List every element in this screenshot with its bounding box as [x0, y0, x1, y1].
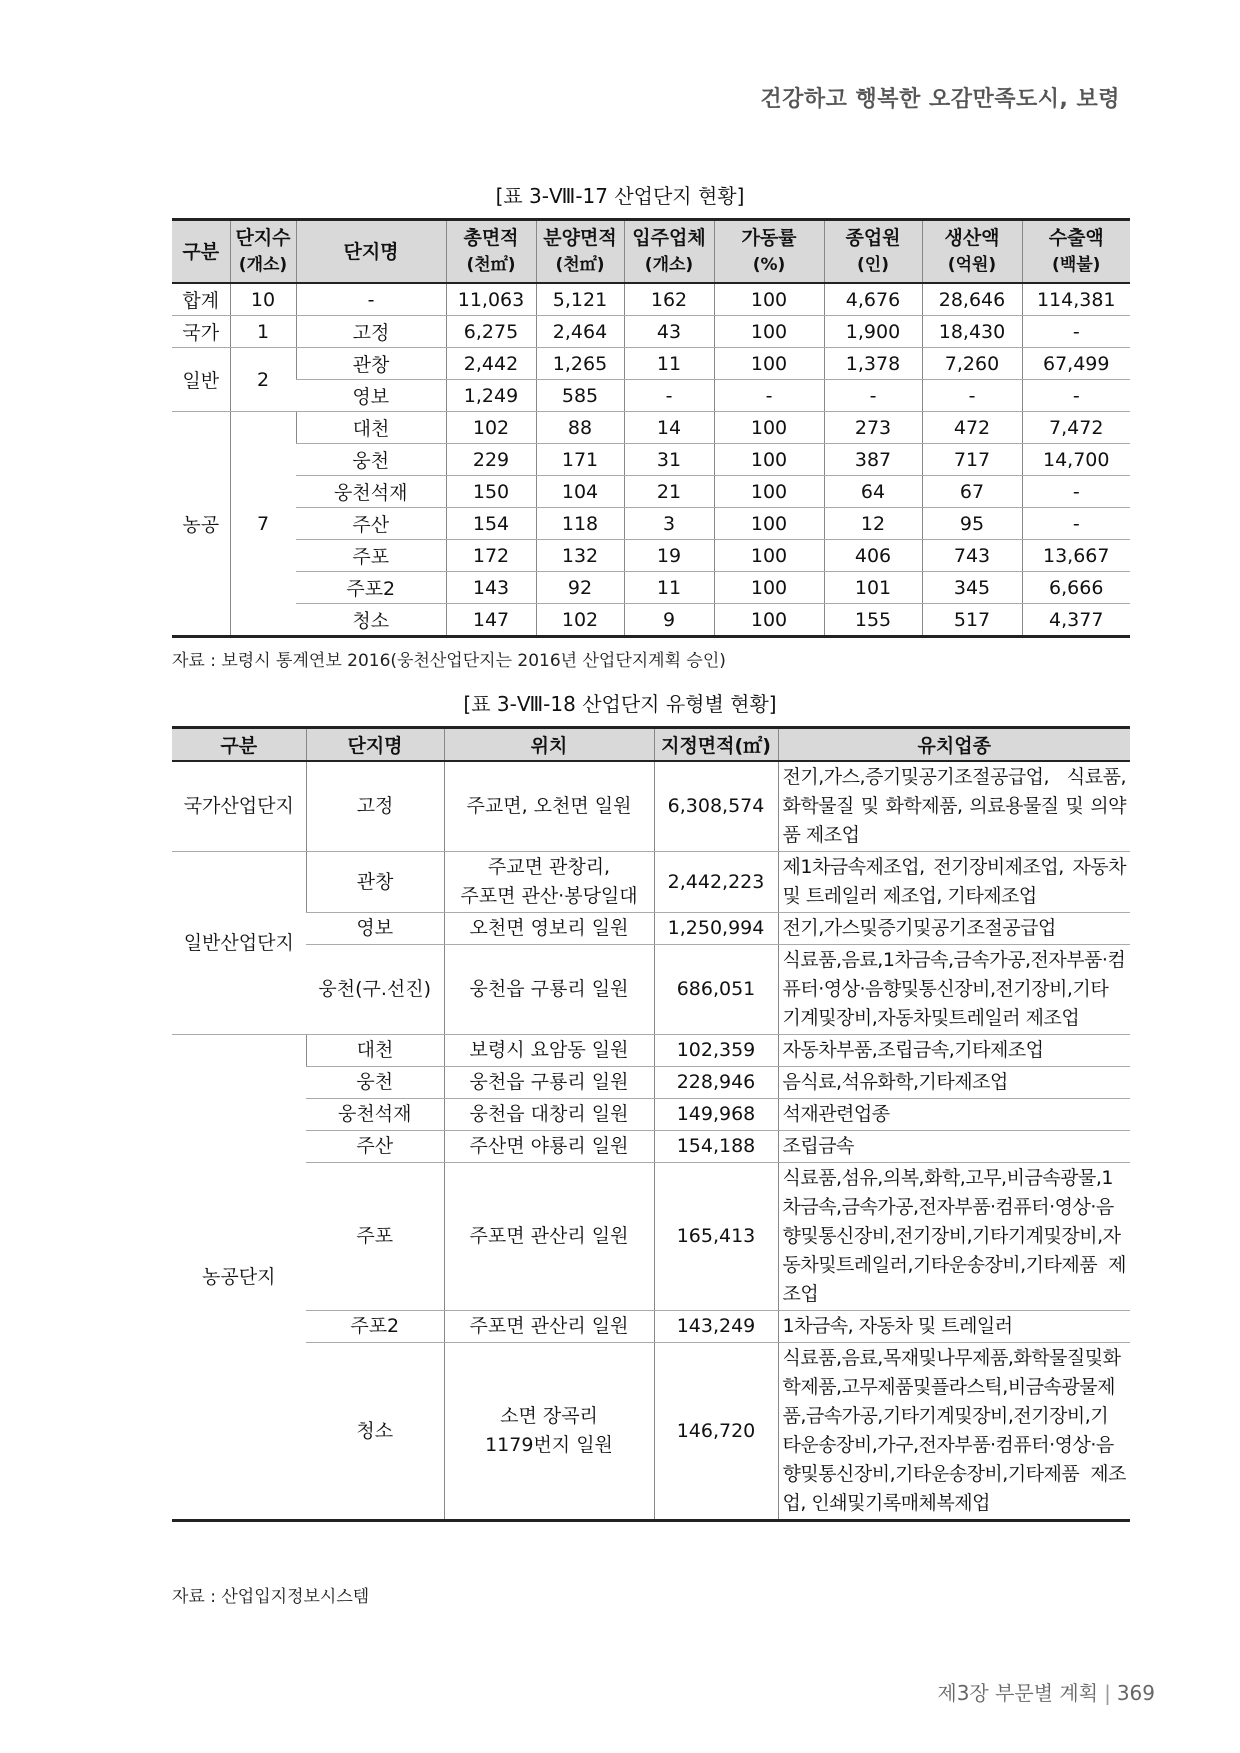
header-area: 총면적 (천㎡): [446, 220, 536, 284]
cell-tenants: -: [624, 380, 714, 412]
cell-sale: 5,121: [536, 283, 624, 316]
cell-industry: 제1차금속제조업, 전기장비제조업, 자동차 및 트레일러 제조업, 기타제조업: [778, 852, 1130, 913]
cell-area: 102: [446, 412, 536, 444]
cell-area: 146,720: [654, 1343, 778, 1521]
cell-workers: 1,378: [824, 348, 922, 380]
cell-name: 고정: [296, 316, 446, 348]
cell-name: 웅천석재: [306, 1099, 444, 1131]
cell-prod: 7,260: [922, 348, 1022, 380]
cell-name: 웅천(구.선진): [306, 945, 444, 1035]
cell-area: 1,250,994: [654, 913, 778, 945]
cell-workers: -: [824, 380, 922, 412]
cell-name: 주포: [306, 1163, 444, 1311]
cell-rate: 100: [714, 348, 824, 380]
group-label: 국가: [172, 316, 230, 348]
cell-sale: 585: [536, 380, 624, 412]
cell-rate: 100: [714, 508, 824, 540]
cell-workers: 273: [824, 412, 922, 444]
cell-workers: 155: [824, 604, 922, 637]
cell-industry: 자동차부품,조립금속,기타제조업: [778, 1035, 1130, 1067]
cell-workers: 1,900: [824, 316, 922, 348]
cell-export: 4,377: [1022, 604, 1130, 637]
table1-source: 자료 : 보령시 통계연보 2016(웅천산업단지는 2016년 산업단지계획 승인): [172, 651, 726, 671]
cell-sale: 118: [536, 508, 624, 540]
group-label: 일반: [172, 348, 230, 412]
table-row: [172, 1099, 1130, 1131]
cell-workers: 4,676: [824, 283, 922, 316]
cell-area: 228,946: [654, 1067, 778, 1099]
table-row: [172, 380, 1130, 412]
cell-location: 보령시 요암동 일원: [444, 1035, 654, 1067]
cell-location: 주산면 야룡리 일원: [444, 1131, 654, 1163]
cell-location: 주교면, 오천면 일원: [444, 761, 654, 852]
cell-name: 영보: [306, 913, 444, 945]
cell-name: 영보: [296, 380, 446, 412]
cell-area: 2,442,223: [654, 852, 778, 913]
table-row: [172, 412, 1130, 444]
group-label: 일반산업단지: [172, 852, 306, 1035]
cell-tenants: 9: [624, 604, 714, 637]
group-label: 농공단지: [172, 1035, 306, 1521]
cell-prod: 67: [922, 476, 1022, 508]
header-name: 단지명: [306, 728, 444, 762]
group-count: 1: [230, 316, 296, 348]
table2-source: 자료 : 산업입지정보시스템: [172, 1587, 370, 1607]
header-prod: 생산액 (억원): [922, 220, 1022, 284]
cell-prod: 95: [922, 508, 1022, 540]
cell-export: -: [1022, 508, 1130, 540]
cell-name: 대천: [296, 412, 446, 444]
cell-sale: 132: [536, 540, 624, 572]
cell-rate: 100: [714, 476, 824, 508]
cell-prod: 517: [922, 604, 1022, 637]
cell-area: 229: [446, 444, 536, 476]
group-count: 10: [230, 283, 296, 316]
table-row: [172, 1311, 1130, 1343]
header-gubun: 구분: [172, 728, 306, 762]
footer-chapter: 제3장 부문별 계획: [937, 1681, 1099, 1705]
table-row: [172, 540, 1130, 572]
table-row: [172, 476, 1130, 508]
cell-prod: 18,430: [922, 316, 1022, 348]
cell-export: -: [1022, 316, 1130, 348]
cell-name: 주포2: [306, 1311, 444, 1343]
cell-area: 149,968: [654, 1099, 778, 1131]
header-location: 위치: [444, 728, 654, 762]
cell-industry: 조립금속: [778, 1131, 1130, 1163]
cell-tenants: 19: [624, 540, 714, 572]
cell-tenants: 21: [624, 476, 714, 508]
cell-name: 관창: [306, 852, 444, 913]
cell-industry: 석재관련업종: [778, 1099, 1130, 1131]
cell-name: 주산: [306, 1131, 444, 1163]
cell-industry: 전기,가스및증기및공기조절공급업: [778, 913, 1130, 945]
cell-export: 14,700: [1022, 444, 1130, 476]
cell-export: 13,667: [1022, 540, 1130, 572]
cell-area: 143,249: [654, 1311, 778, 1343]
cell-export: 7,472: [1022, 412, 1130, 444]
table-row: [172, 1343, 1130, 1521]
table-row: [172, 348, 1130, 380]
cell-location: 소면 장곡리 1179번지 일원: [444, 1343, 654, 1521]
cell-industry: 음식료,석유화학,기타제조업: [778, 1067, 1130, 1099]
table-row: [172, 945, 1130, 1035]
header-workers: 종업원 (인): [824, 220, 922, 284]
header-sale: 분양면적 (천㎡): [536, 220, 624, 284]
running-header: 건강하고 행복한 오감만족도시, 보령: [760, 87, 1120, 112]
table-row: [172, 508, 1130, 540]
cell-name: 웅천: [306, 1067, 444, 1099]
cell-industry: 식료품,섬유,의복,화학,고무,비금속광물,1차금속,금속가공,전자부품·컴퓨터·영상·음향및통신장비,전기장비,기타기계및장비,자동차및트레일러,기타운송장비,기타제품 제조업: [778, 1163, 1130, 1311]
header-area: 지정면적(㎡): [654, 728, 778, 762]
cell-export: 114,381: [1022, 283, 1130, 316]
cell-tenants: 11: [624, 572, 714, 604]
cell-prod: -: [922, 380, 1022, 412]
cell-area: 154,188: [654, 1131, 778, 1163]
cell-rate: 100: [714, 412, 824, 444]
cell-location: 웅천읍 구룡리 일원: [444, 945, 654, 1035]
cell-rate: 100: [714, 283, 824, 316]
header-gubun: 구분: [172, 220, 230, 284]
cell-tenants: 3: [624, 508, 714, 540]
cell-workers: 101: [824, 572, 922, 604]
cell-area: 147: [446, 604, 536, 637]
cell-area: 143: [446, 572, 536, 604]
cell-area: 165,413: [654, 1163, 778, 1311]
header-tenants: 입주업체 (개소): [624, 220, 714, 284]
footer-separator: |: [1104, 1681, 1111, 1705]
cell-area: 11,063: [446, 283, 536, 316]
cell-location: 주포면 관산리 일원: [444, 1311, 654, 1343]
table-row: [172, 852, 1130, 913]
group-label: 농공: [172, 412, 230, 637]
cell-name: 대천: [306, 1035, 444, 1067]
cell-area: 150: [446, 476, 536, 508]
cell-prod: 717: [922, 444, 1022, 476]
cell-export: 67,499: [1022, 348, 1130, 380]
cell-area: 102,359: [654, 1035, 778, 1067]
page-footer: [937, 1677, 1155, 1706]
table1-header-row: [172, 220, 1130, 284]
header-industry: 유치업종: [778, 728, 1130, 762]
cell-name: 고정: [306, 761, 444, 852]
cell-tenants: 43: [624, 316, 714, 348]
cell-industry: 식료품,음료,1차금속,금속가공,전자부품·컴퓨터·영상·음향및통신장비,전기장비,기타기계및장비,자동차및트레일러 제조업: [778, 945, 1130, 1035]
table-row: [172, 316, 1130, 348]
cell-rate: 100: [714, 540, 824, 572]
cell-tenants: 162: [624, 283, 714, 316]
header-rate: 가동률 (%): [714, 220, 824, 284]
table-row: [172, 444, 1130, 476]
cell-export: -: [1022, 380, 1130, 412]
cell-prod: 28,646: [922, 283, 1022, 316]
industrial-complex-status-table: [172, 218, 1130, 638]
cell-area: 2,442: [446, 348, 536, 380]
cell-area: 6,275: [446, 316, 536, 348]
header-name: 단지명: [296, 220, 446, 284]
cell-rate: -: [714, 380, 824, 412]
cell-rate: 100: [714, 604, 824, 637]
header-count: 단지수 (개소): [230, 220, 296, 284]
table-row: [172, 283, 1130, 316]
cell-area: 6,308,574: [654, 761, 778, 852]
header-export: 수출액 (백불): [1022, 220, 1130, 284]
table-row: [172, 1131, 1130, 1163]
cell-name: 주포2: [296, 572, 446, 604]
table-row: [172, 1067, 1130, 1099]
cell-sale: 104: [536, 476, 624, 508]
cell-location: 웅천읍 대창리 일원: [444, 1099, 654, 1131]
table-row: [172, 572, 1130, 604]
cell-export: -: [1022, 476, 1130, 508]
cell-name: 웅천석재: [296, 476, 446, 508]
cell-rate: 100: [714, 316, 824, 348]
cell-prod: 743: [922, 540, 1022, 572]
cell-sale: 171: [536, 444, 624, 476]
cell-area: 172: [446, 540, 536, 572]
cell-prod: 472: [922, 412, 1022, 444]
cell-workers: 387: [824, 444, 922, 476]
cell-location: 웅천읍 구룡리 일원: [444, 1067, 654, 1099]
cell-sale: 2,464: [536, 316, 624, 348]
table-row: [172, 1035, 1130, 1067]
cell-sale: 102: [536, 604, 624, 637]
page-number: 369: [1116, 1681, 1155, 1705]
cell-location: 주포면 관산리 일원: [444, 1163, 654, 1311]
cell-location: 오천면 영보리 일원: [444, 913, 654, 945]
table1-caption: [표 3-Ⅷ-17 산업단지 현황]: [495, 184, 745, 208]
group-label: 합계: [172, 283, 230, 316]
cell-tenants: 31: [624, 444, 714, 476]
group-label: 국가산업단지: [172, 761, 306, 852]
group-count: 2: [230, 348, 296, 412]
group-count: 7: [230, 412, 296, 637]
table-row: [172, 1163, 1130, 1311]
cell-industry: 1차금속, 자동차 및 트레일러: [778, 1311, 1130, 1343]
table2-caption: [표 3-Ⅷ-18 산업단지 유형별 현황]: [463, 692, 777, 716]
cell-name: 청소: [296, 604, 446, 637]
cell-workers: 64: [824, 476, 922, 508]
cell-name: 청소: [306, 1343, 444, 1521]
table-row: [172, 913, 1130, 945]
cell-industry: 전기,가스,증기및공기조절공급업, 식료품, 화학물질 및 화학제품, 의료용물질 및 의약품 제조업: [778, 761, 1130, 852]
cell-area: 1,249: [446, 380, 536, 412]
cell-workers: 406: [824, 540, 922, 572]
cell-name: 관창: [296, 348, 446, 380]
table-row: [172, 604, 1130, 637]
cell-export: 6,666: [1022, 572, 1130, 604]
cell-tenants: 11: [624, 348, 714, 380]
cell-sale: 92: [536, 572, 624, 604]
table2-header-row: [172, 728, 1130, 762]
cell-prod: 345: [922, 572, 1022, 604]
cell-sale: 1,265: [536, 348, 624, 380]
cell-area: 154: [446, 508, 536, 540]
cell-rate: 100: [714, 572, 824, 604]
table-row: [172, 761, 1130, 852]
industrial-complex-type-table: [172, 726, 1130, 1522]
cell-name: 주포: [296, 540, 446, 572]
cell-workers: 12: [824, 508, 922, 540]
cell-location: 주교면 관창리, 주포면 관산·봉당일대: [444, 852, 654, 913]
cell-industry: 식료품,음료,목재및나무제품,화학물질및화학제품,고무제품및플라스틱,비금속광물제품,금속가공,기타기계및장비,전기장비,기타운송장비,가구,전자부품·컴퓨터·영상·음향및통신장비,기타운송장비,기타제품 제조업, 인쇄및기록매체복제업: [778, 1343, 1130, 1521]
cell-name: -: [296, 283, 446, 316]
cell-rate: 100: [714, 444, 824, 476]
cell-name: 주산: [296, 508, 446, 540]
cell-sale: 88: [536, 412, 624, 444]
cell-tenants: 14: [624, 412, 714, 444]
cell-area: 686,051: [654, 945, 778, 1035]
cell-name: 웅천: [296, 444, 446, 476]
